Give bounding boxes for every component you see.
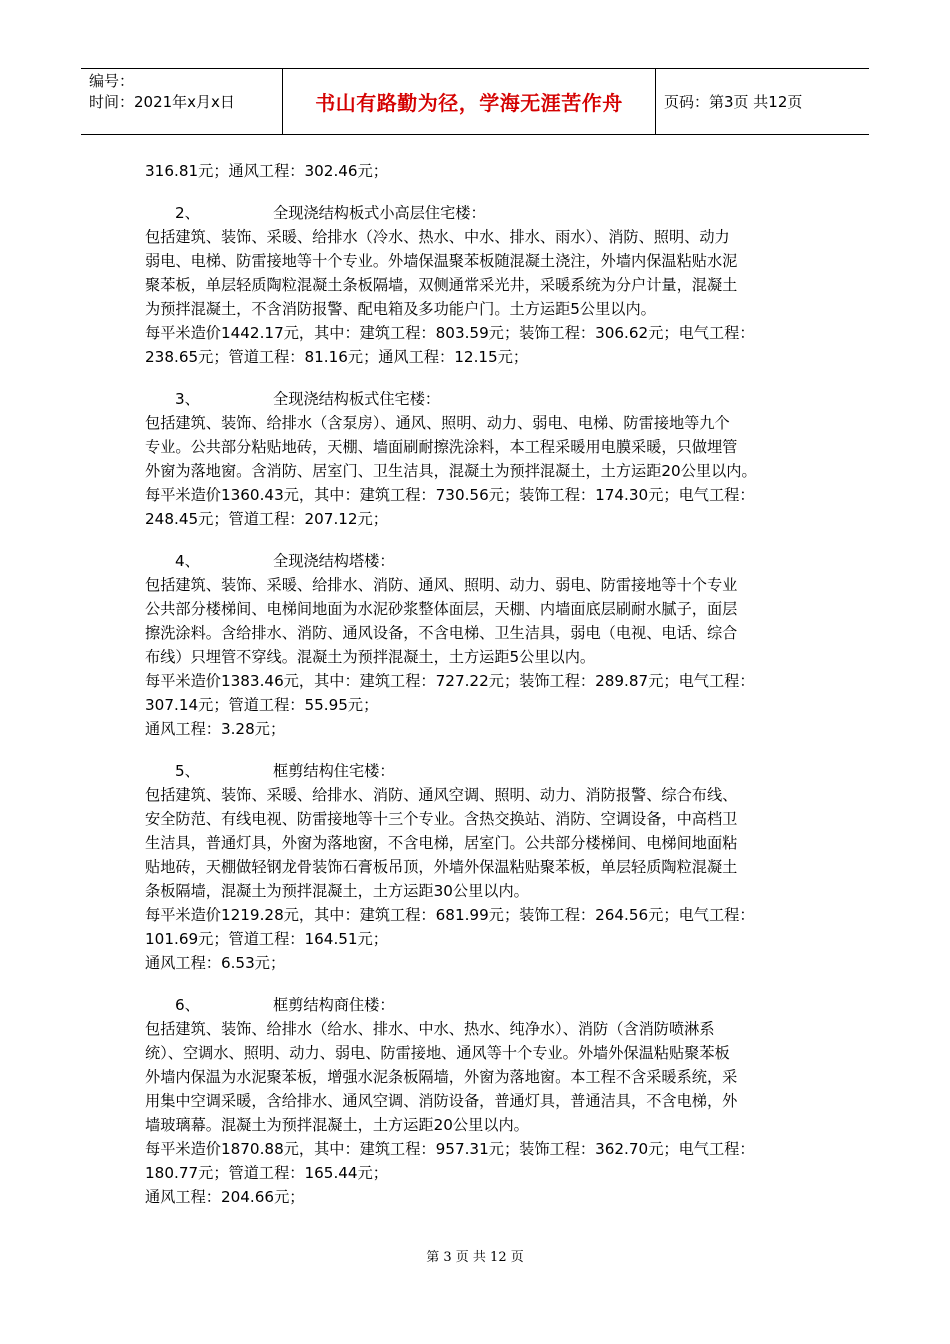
section-title — [145, 549, 845, 573]
section-line: 每平米造价1442.17元，其中：建筑工程：803.59元；装饰工程：306.62元；电气工程： — [145, 324, 755, 342]
section-line: 安全防范、有线电视、防雷接地等十三个专业。含热交换站、消防、空调设备，中高档卫 — [145, 810, 738, 828]
section-line: 外墙内保温为水泥聚苯板，增强水泥条板隔墙，外窗为落地窗。本工程不含采暖系统，采 — [145, 1068, 738, 1086]
section-heading: 框剪结构商住楼： — [273, 996, 395, 1014]
section-line: 布线）只埋管不穿线。混凝土为预拌混凝土，土方运距5公里以内。 — [145, 648, 596, 666]
section-number: 2、 — [175, 204, 200, 222]
section-line: 公共部分楼梯间、电梯间地面为水泥砂浆整体面层，天棚、内墙面底层刷耐水腻子，面层 — [145, 600, 738, 618]
section-line: 通风工程：6.53元； — [145, 954, 286, 972]
section-line: 通风工程：3.28元； — [145, 720, 286, 738]
document-number-label: 编号： — [89, 72, 135, 90]
section-line: 通风工程：204.66元； — [145, 1188, 305, 1206]
section-line: 248.45元；管道工程：207.12元； — [145, 510, 388, 528]
section-line: 每平米造价1360.43元，其中：建筑工程：730.56元；装饰工程：174.30元；电气工程： — [145, 486, 755, 504]
section — [145, 201, 845, 369]
section — [145, 993, 845, 1209]
section-line: 生洁具，普通灯具，外窗为落地窗，不含电梯，居室门。公共部分楼梯间、电梯间地面粘 — [145, 834, 738, 852]
section-line: 每平米造价1383.46元，其中：建筑工程：727.22元；装饰工程：289.87元；电气工程： — [145, 672, 755, 690]
section-line: 用集中空调采暖，含给排水、通风空调、消防设备，普通灯具，普通洁具，不含电梯，外 — [145, 1092, 738, 1110]
section-line: 条板隔墙，混凝土为预拌混凝土，土方运距30公里以内。 — [145, 882, 529, 900]
document-time-label: 时间：2021年x月x日 — [89, 93, 235, 111]
document-body — [145, 159, 845, 1209]
section-line: 擦洗涂料。含给排水、消防、通风设备，不含电梯、卫生洁具，弱电（电视、电话、综合 — [145, 624, 738, 642]
section-line: 包括建筑、装饰、采暖、给排水、消防、通风、照明、动力、弱电、防雷接地等十个专业 — [145, 576, 738, 594]
section-number: 5、 — [175, 762, 200, 780]
section-heading: 框剪结构住宅楼： — [273, 762, 395, 780]
section-line: 为预拌混凝土，不含消防报警、配电箱及多功能户门。土方运距5公里以内。 — [145, 300, 656, 318]
header-page-label: 页码：第3页 共12页 — [664, 93, 803, 111]
section — [145, 387, 845, 531]
section-line: 包括建筑、装饰、给排水（含泵房）、通风、照明、动力、弱电、电梯、防雷接地等九个 — [145, 414, 730, 432]
section-title — [145, 387, 845, 411]
section-line: 外窗为落地窗。含消防、居室门、卫生洁具，混凝土为预拌混凝土，土方运距20公里以内。 — [145, 462, 757, 480]
section-title — [145, 759, 845, 783]
page-header — [81, 68, 869, 135]
section-line: 包括建筑、装饰、采暖、给排水（冷水、热水、中水、排水、雨水）、消防、照明、动力 — [145, 228, 730, 246]
section-number: 4、 — [175, 552, 200, 570]
section-heading: 全现浇结构塔楼： — [273, 552, 395, 570]
section-heading: 全现浇结构板式住宅楼： — [273, 390, 441, 408]
header-motto: 书山有路勤为径，学海无涯苦作舟 — [283, 69, 656, 134]
section-line: 弱电、电梯、防雷接地等十个专业。外墙保温聚苯板随混凝土浇注，外墙内保温粘贴水泥 — [145, 252, 738, 270]
section — [145, 759, 845, 975]
section-line: 180.77元；管道工程：165.44元； — [145, 1164, 388, 1182]
section-line: 每平米造价1219.28元，其中：建筑工程：681.99元；装饰工程：264.56元；电气工程： — [145, 906, 755, 924]
section-title — [145, 993, 845, 1017]
section-line: 238.65元；管道工程：81.16元；通风工程：12.15元； — [145, 348, 529, 366]
section-title — [145, 201, 845, 225]
section-number: 3、 — [175, 390, 200, 408]
section-line: 包括建筑、装饰、采暖、给排水、消防、通风空调、照明、动力、消防报警、综合布线、 — [145, 786, 738, 804]
section-line: 墙玻璃幕。混凝土为预拌混凝土，土方运距20公里以内。 — [145, 1116, 529, 1134]
section-line: 统）、空调水、照明、动力、弱电、防雷接地、通风等十个专业。外墙外保温粘贴聚苯板 — [145, 1044, 730, 1062]
section-number: 6、 — [175, 996, 200, 1014]
section-line: 聚苯板，单层轻质陶粒混凝土条板隔墙，双侧通常采光井，采暖系统为分户计量，混凝土 — [145, 276, 738, 294]
sections-container — [145, 201, 845, 1209]
header-meta — [81, 69, 283, 134]
section — [145, 549, 845, 741]
section-heading: 全现浇结构板式小高层住宅楼： — [273, 204, 486, 222]
intro-line: 316.81元；通风工程：302.46元； — [145, 162, 388, 180]
page-footer: 第 3 页 共 12 页 — [426, 1250, 524, 1265]
section-line: 307.14元；管道工程：55.95元； — [145, 696, 379, 714]
section-line: 101.69元；管道工程：164.51元； — [145, 930, 388, 948]
section-line: 专业。公共部分粘贴地砖，天棚、墙面刷耐擦洗涂料，本工程采暖用电膜采暖，只做埋管 — [145, 438, 738, 456]
section-line: 每平米造价1870.88元，其中：建筑工程：957.31元；装饰工程：362.70元；电气工程： — [145, 1140, 755, 1158]
section-line: 贴地砖，天棚做轻钢龙骨装饰石膏板吊顶，外墙外保温粘贴聚苯板，单层轻质陶粒混凝土 — [145, 858, 738, 876]
section-line: 包括建筑、装饰、给排水（给水、排水、中水、热水、纯净水）、消防（含消防喷淋系 — [145, 1020, 715, 1038]
